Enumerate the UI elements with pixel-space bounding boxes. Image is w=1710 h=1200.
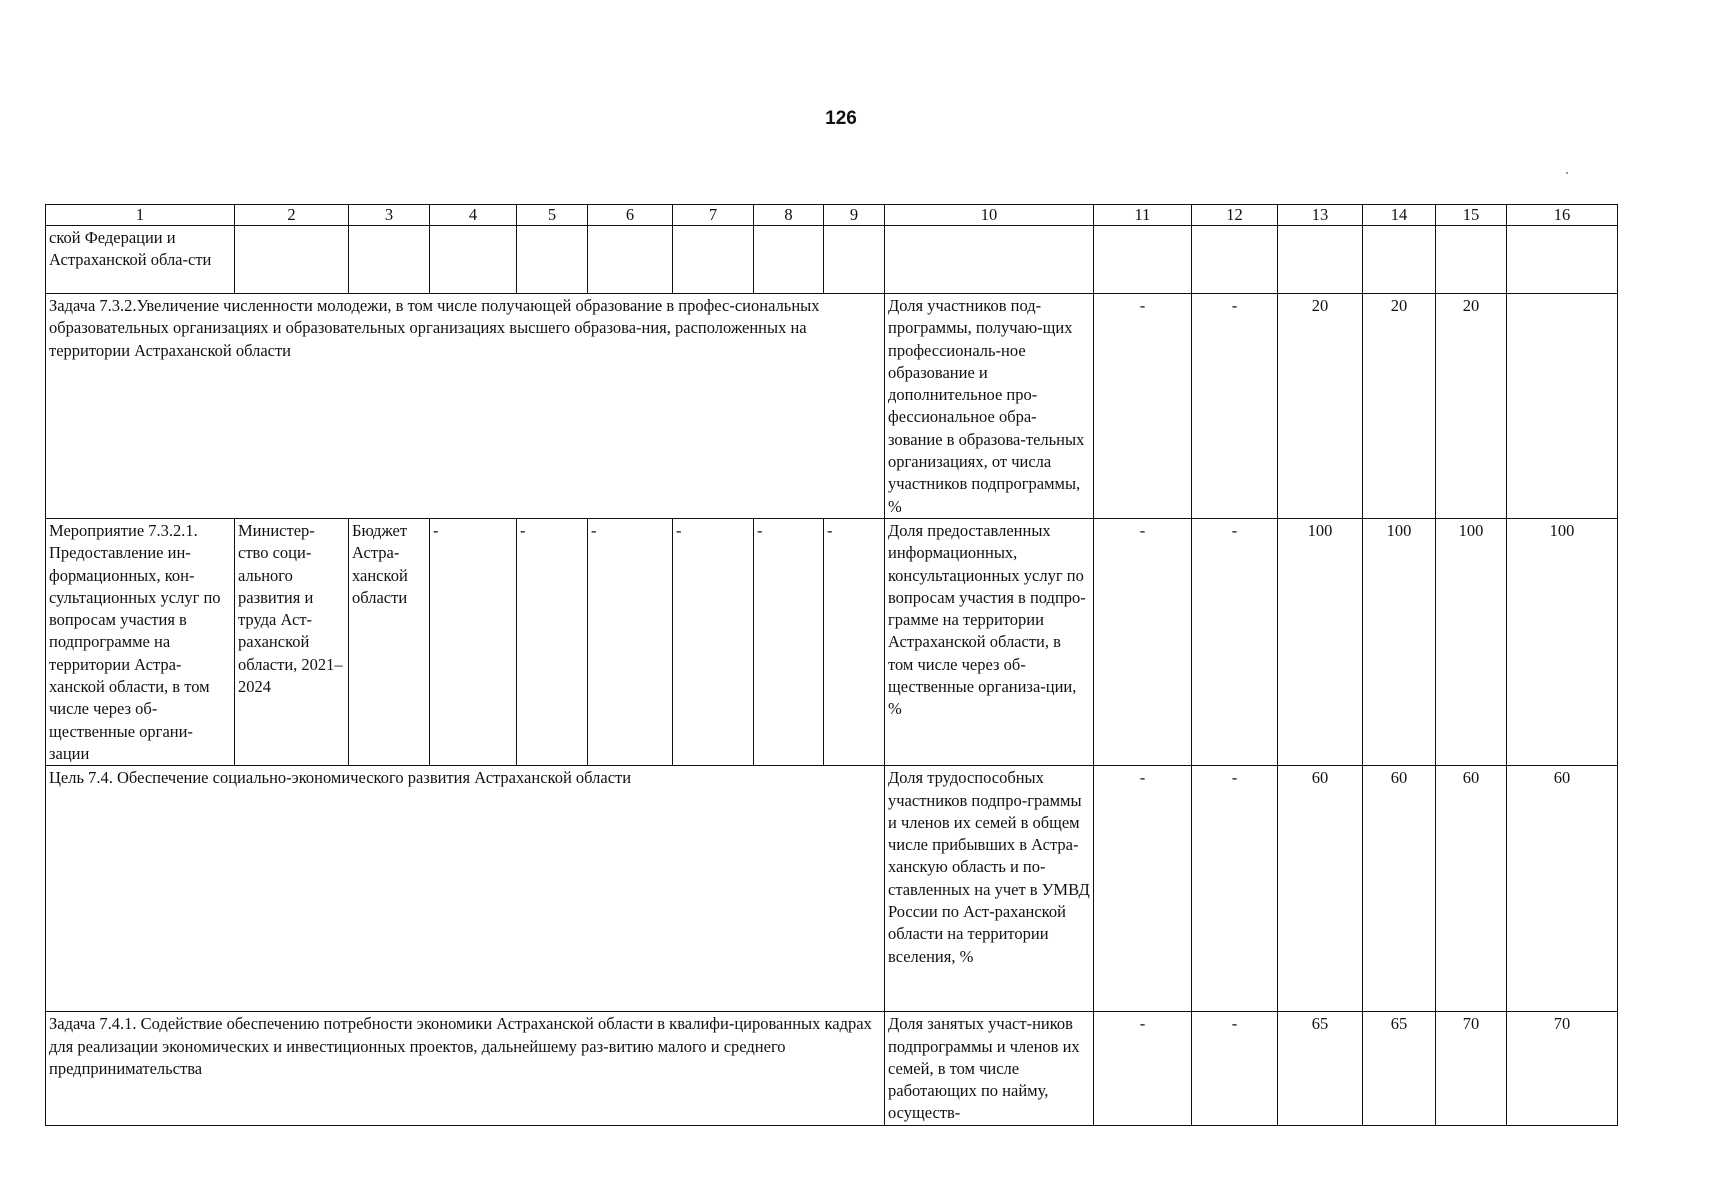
indicator-value: 100 <box>1278 518 1363 765</box>
table-cell <box>235 226 349 294</box>
column-number: 10 <box>885 205 1094 226</box>
table-cell <box>588 226 673 294</box>
column-number: 6 <box>588 205 673 226</box>
indicator-value: 60 <box>1278 766 1363 1012</box>
funding-value: - <box>824 518 885 765</box>
table-cell <box>673 226 754 294</box>
funding-value: - <box>430 518 517 765</box>
table-cell <box>1192 226 1278 294</box>
responsible-executor: Министер-ство соци-ального развития и труда Аст-раханской области, 2021–2024 <box>235 518 349 765</box>
indicator-name: Доля участников под-программы, получаю-щих профессиональ-ное образование и дополнительное про-фессиональное обра-зование в образова-тельных организациях, от числа участников подпрограммы, % <box>885 294 1094 519</box>
table-cell <box>349 226 430 294</box>
table-cell <box>754 226 824 294</box>
indicator-value: 65 <box>1363 1012 1436 1125</box>
measure-row <box>46 518 1618 765</box>
indicator-value: 100 <box>1507 518 1618 765</box>
indicator-value: - <box>1094 1012 1192 1125</box>
indicator-value <box>1507 294 1618 519</box>
indicator-value: 20 <box>1363 294 1436 519</box>
column-number: 14 <box>1363 205 1436 226</box>
indicator-value: 60 <box>1507 766 1618 1012</box>
table-header-row <box>46 205 1618 226</box>
table-cell <box>1507 226 1618 294</box>
column-number: 12 <box>1192 205 1278 226</box>
indicator-value: - <box>1094 294 1192 519</box>
indicator-name: Доля предоставленных информационных, консультационных услуг по вопросам участия в подпро-грамме на территории Астраханской области, в том числе через об-щественные организа-ции, % <box>885 518 1094 765</box>
indicator-name: Доля трудоспособных участников подпро-граммы и членов их семей в общем числе прибывших в Астра-ханскую область и по-ставленных на учет в УМВД России по Аст-раханской области на территории вселения, % <box>885 766 1094 1012</box>
table-row <box>46 226 1618 294</box>
goal-title: Цель 7.4. Обеспечение социально-экономического развития Астраханской области <box>46 766 885 1012</box>
indicator-table <box>45 204 1618 1126</box>
indicator-value: 60 <box>1363 766 1436 1012</box>
column-number: 8 <box>754 205 824 226</box>
table-cell <box>1363 226 1436 294</box>
indicator-value: - <box>1192 294 1278 519</box>
table-cell <box>1436 226 1507 294</box>
page-number: 126 <box>825 108 857 129</box>
table-cell <box>1278 226 1363 294</box>
column-number: 2 <box>235 205 349 226</box>
indicator-name: Доля занятых участ-ников подпрограммы и членов их семей, в том числе работающих по найму, осуществ- <box>885 1012 1094 1125</box>
funding-source: Бюджет Астра-ханской области <box>349 518 430 765</box>
task-title: Задача 7.3.2.Увеличение численности молодежи, в том числе получающей образование в профес-сиональных образовательных организациях и образовательных организациях высшего образова-ния, расположенных на территории Астраханской области <box>46 294 885 519</box>
funding-value: - <box>754 518 824 765</box>
indicator-value: 100 <box>1363 518 1436 765</box>
column-number: 3 <box>349 205 430 226</box>
funding-value: - <box>517 518 588 765</box>
column-number: 1 <box>46 205 235 226</box>
table-cell <box>517 226 588 294</box>
column-number: 13 <box>1278 205 1363 226</box>
indicator-value: - <box>1094 766 1192 1012</box>
column-number: 7 <box>673 205 754 226</box>
row-description: ской Федерации и Астраханской обла-сти <box>46 226 235 294</box>
task-row <box>46 1012 1618 1125</box>
indicator-value: 70 <box>1507 1012 1618 1125</box>
indicator-value: - <box>1192 766 1278 1012</box>
funding-value: - <box>588 518 673 765</box>
table-cell <box>430 226 517 294</box>
indicator-value: 70 <box>1436 1012 1507 1125</box>
task-title: Задача 7.4.1. Содействие обеспечению потребности экономики Астраханской области в квалифи-цированных кадрах для реализации экономических и инвестиционных проектов, дальнейшему раз-витию малого и среднего предпринимательства <box>46 1012 885 1125</box>
funding-value: - <box>673 518 754 765</box>
table-cell <box>824 226 885 294</box>
indicator-value: 60 <box>1436 766 1507 1012</box>
indicator-value: 100 <box>1436 518 1507 765</box>
task-row <box>46 294 1618 519</box>
table-cell <box>1094 226 1192 294</box>
column-number: 9 <box>824 205 885 226</box>
measure-title: Мероприятие 7.3.2.1. Предоставление ин-формационных, кон-сультационных услуг по вопросам участия в подпрограмме на территории Астра-ханской области, в том числе через об-щественные органи-зации <box>46 518 235 765</box>
indicator-value: - <box>1192 518 1278 765</box>
indicator-value: - <box>1094 518 1192 765</box>
indicator-value: 65 <box>1278 1012 1363 1125</box>
indicator-value: 20 <box>1278 294 1363 519</box>
column-number: 11 <box>1094 205 1192 226</box>
indicator-name <box>885 226 1094 294</box>
goal-row <box>46 766 1618 1012</box>
column-number: 15 <box>1436 205 1507 226</box>
indicator-value: - <box>1192 1012 1278 1125</box>
scan-speck <box>1566 172 1568 174</box>
column-number: 16 <box>1507 205 1618 226</box>
column-number: 4 <box>430 205 517 226</box>
indicator-value: 20 <box>1436 294 1507 519</box>
column-number: 5 <box>517 205 588 226</box>
